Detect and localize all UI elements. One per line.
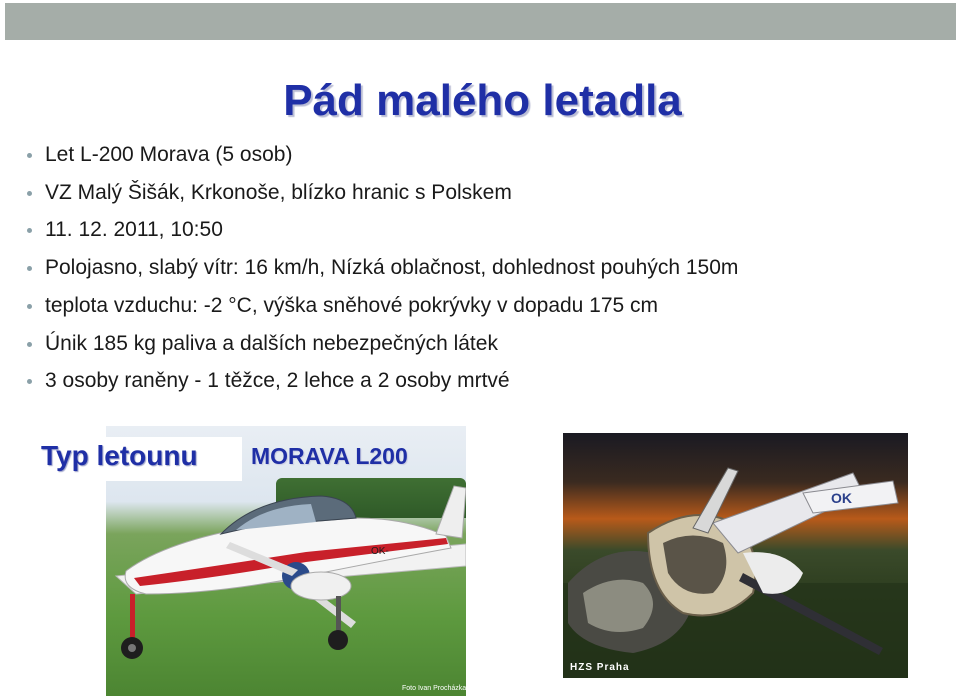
top-decor-bar <box>5 3 956 40</box>
bullet-dot-icon <box>27 304 32 309</box>
bullet-item: Únik 185 kg paliva a dalších nebezpečných látek <box>24 325 738 363</box>
wreckage-illustration <box>563 433 908 678</box>
bullet-dot-icon <box>27 379 32 384</box>
bullet-item: Polojasno, slabý vítr: 16 km/h, Nízká oblačnost, dohlednost pouhých 150m <box>24 249 738 287</box>
aircraft-type-value: MORAVA L200 <box>251 443 408 469</box>
bullet-item: VZ Malý Šišák, Krkonoše, blízko hranic s Polskem <box>24 174 738 212</box>
bullet-dot-icon <box>27 342 32 347</box>
tail-marking: OK <box>831 490 852 506</box>
photo-watermark: HZS Praha <box>570 662 630 673</box>
bullet-list <box>24 136 738 400</box>
bullet-item: Let L-200 Morava (5 osob) <box>24 136 738 174</box>
photo-credit: Foto Ivan Procházka <box>402 685 467 692</box>
aircraft-type-label: Typ letounu <box>41 440 198 471</box>
registration-mark: OK- <box>371 546 389 557</box>
bullet-item: teplota vzduchu: -2 °C, výška sněhové pokrývky v dopadu 175 cm <box>24 287 738 325</box>
bullet-dot-icon <box>27 228 32 233</box>
wreckage-photo <box>563 433 908 678</box>
bullet-item: 11. 12. 2011, 10:50 <box>24 211 738 249</box>
bullet-dot-icon <box>27 191 32 196</box>
bullet-item: 3 osoby raněny - 1 těžce, 2 lehce a 2 osoby mrtvé <box>24 362 738 400</box>
slide-title: Pád malého letadla <box>283 76 682 125</box>
bullet-dot-icon <box>27 266 32 271</box>
bullet-dot-icon <box>27 153 32 158</box>
